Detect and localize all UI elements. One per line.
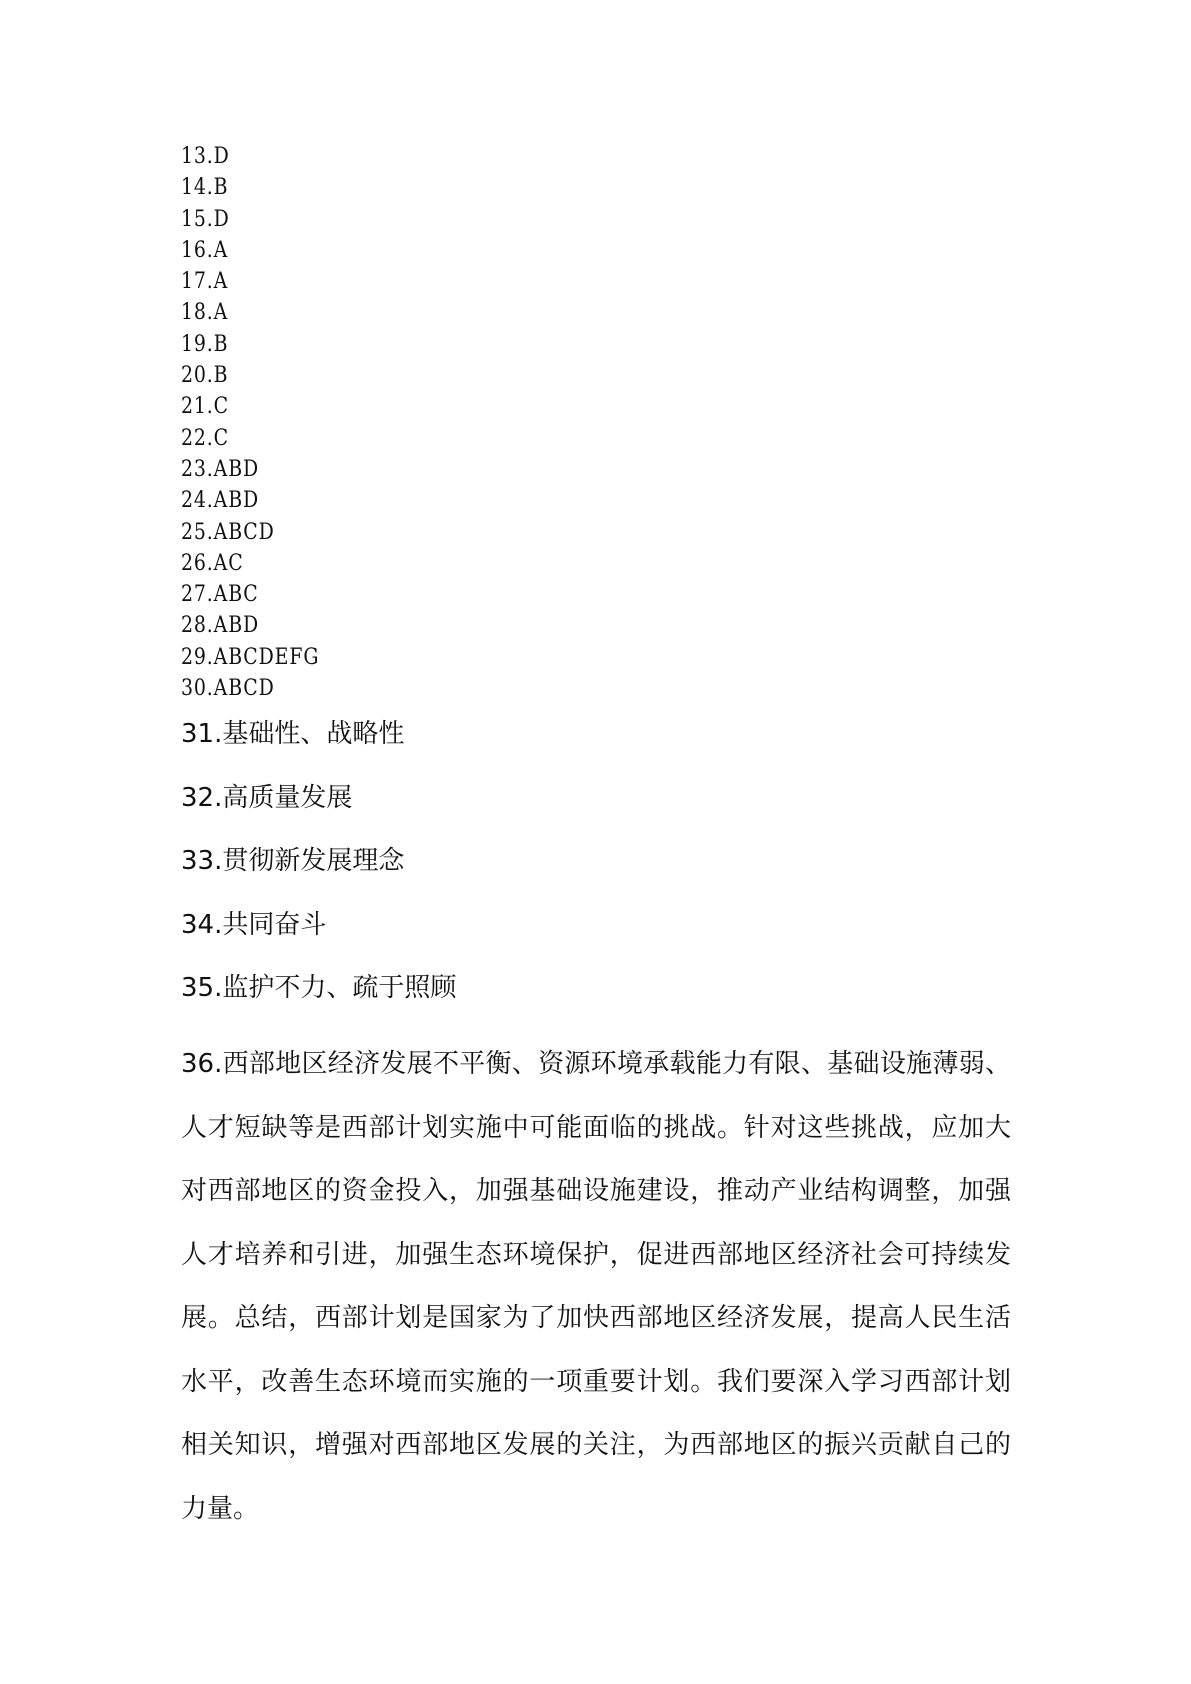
- objective-answer-list: [181, 141, 611, 704]
- answer-item-31: 31.基础性、战略性: [181, 719, 405, 749]
- answer-item-34: 34.共同奋斗: [181, 909, 327, 940]
- essay-answer-36: 36.西部地区经济发展不平衡、资源环境承载能力有限、基础设施薄弱、人才短缺等是西部计划实施中可能面临的挑战。针对这些挑战，应加大对西部地区的资金投入，加强基础设施建设，推动产业结构调整，加强人才培养和引进，加强生态环境保护，促进西部地区经济社会可持续发展。总结，西部计划是国家为了加快西部地区经济发展，提高人民生活水平，改善生态环境而实施的一项重要计划。我们要深入学习西部计划相关知识，增强对西部地区发展的关注，为西部地区的振兴贡献自己的力量。: [181, 1049, 1011, 1524]
- answer-item-17: 17.A: [181, 269, 229, 295]
- answer-item-15: 15.D: [181, 206, 230, 232]
- answer-item-30: 30.ABCD: [181, 676, 275, 702]
- answer-item-21: 21.C: [181, 394, 230, 420]
- answer-item-33: 33.贯彻新发展理念: [181, 846, 405, 876]
- answer-item-29: 29.ABCDEFG: [181, 644, 320, 670]
- answer-item-20: 20.B: [181, 363, 229, 389]
- answer-item-27: 27.ABC: [181, 582, 259, 608]
- answer-item-28: 28.ABD: [181, 613, 259, 639]
- answer-item-14: 14.B: [181, 175, 229, 201]
- answer-item-16: 16.A: [181, 237, 229, 263]
- answer-item-35: 35.监护不力、疏于照顾: [181, 973, 457, 1003]
- answer-item-24: 24.ABD: [181, 488, 259, 514]
- answer-item-18: 18.A: [181, 300, 229, 326]
- answer-item-22: 22.C: [181, 425, 230, 451]
- answer-item-23: 23.ABD: [181, 456, 259, 482]
- answer-item-26: 26.AC: [181, 550, 244, 576]
- answer-item-19: 19.B: [181, 331, 229, 357]
- answer-item-25: 25.ABCD: [181, 519, 275, 545]
- answer-item-13: 13.D: [181, 144, 230, 169]
- fill-in-answer-list: [181, 716, 1021, 1034]
- answer-item-32: 32.高质量发展: [181, 782, 353, 813]
